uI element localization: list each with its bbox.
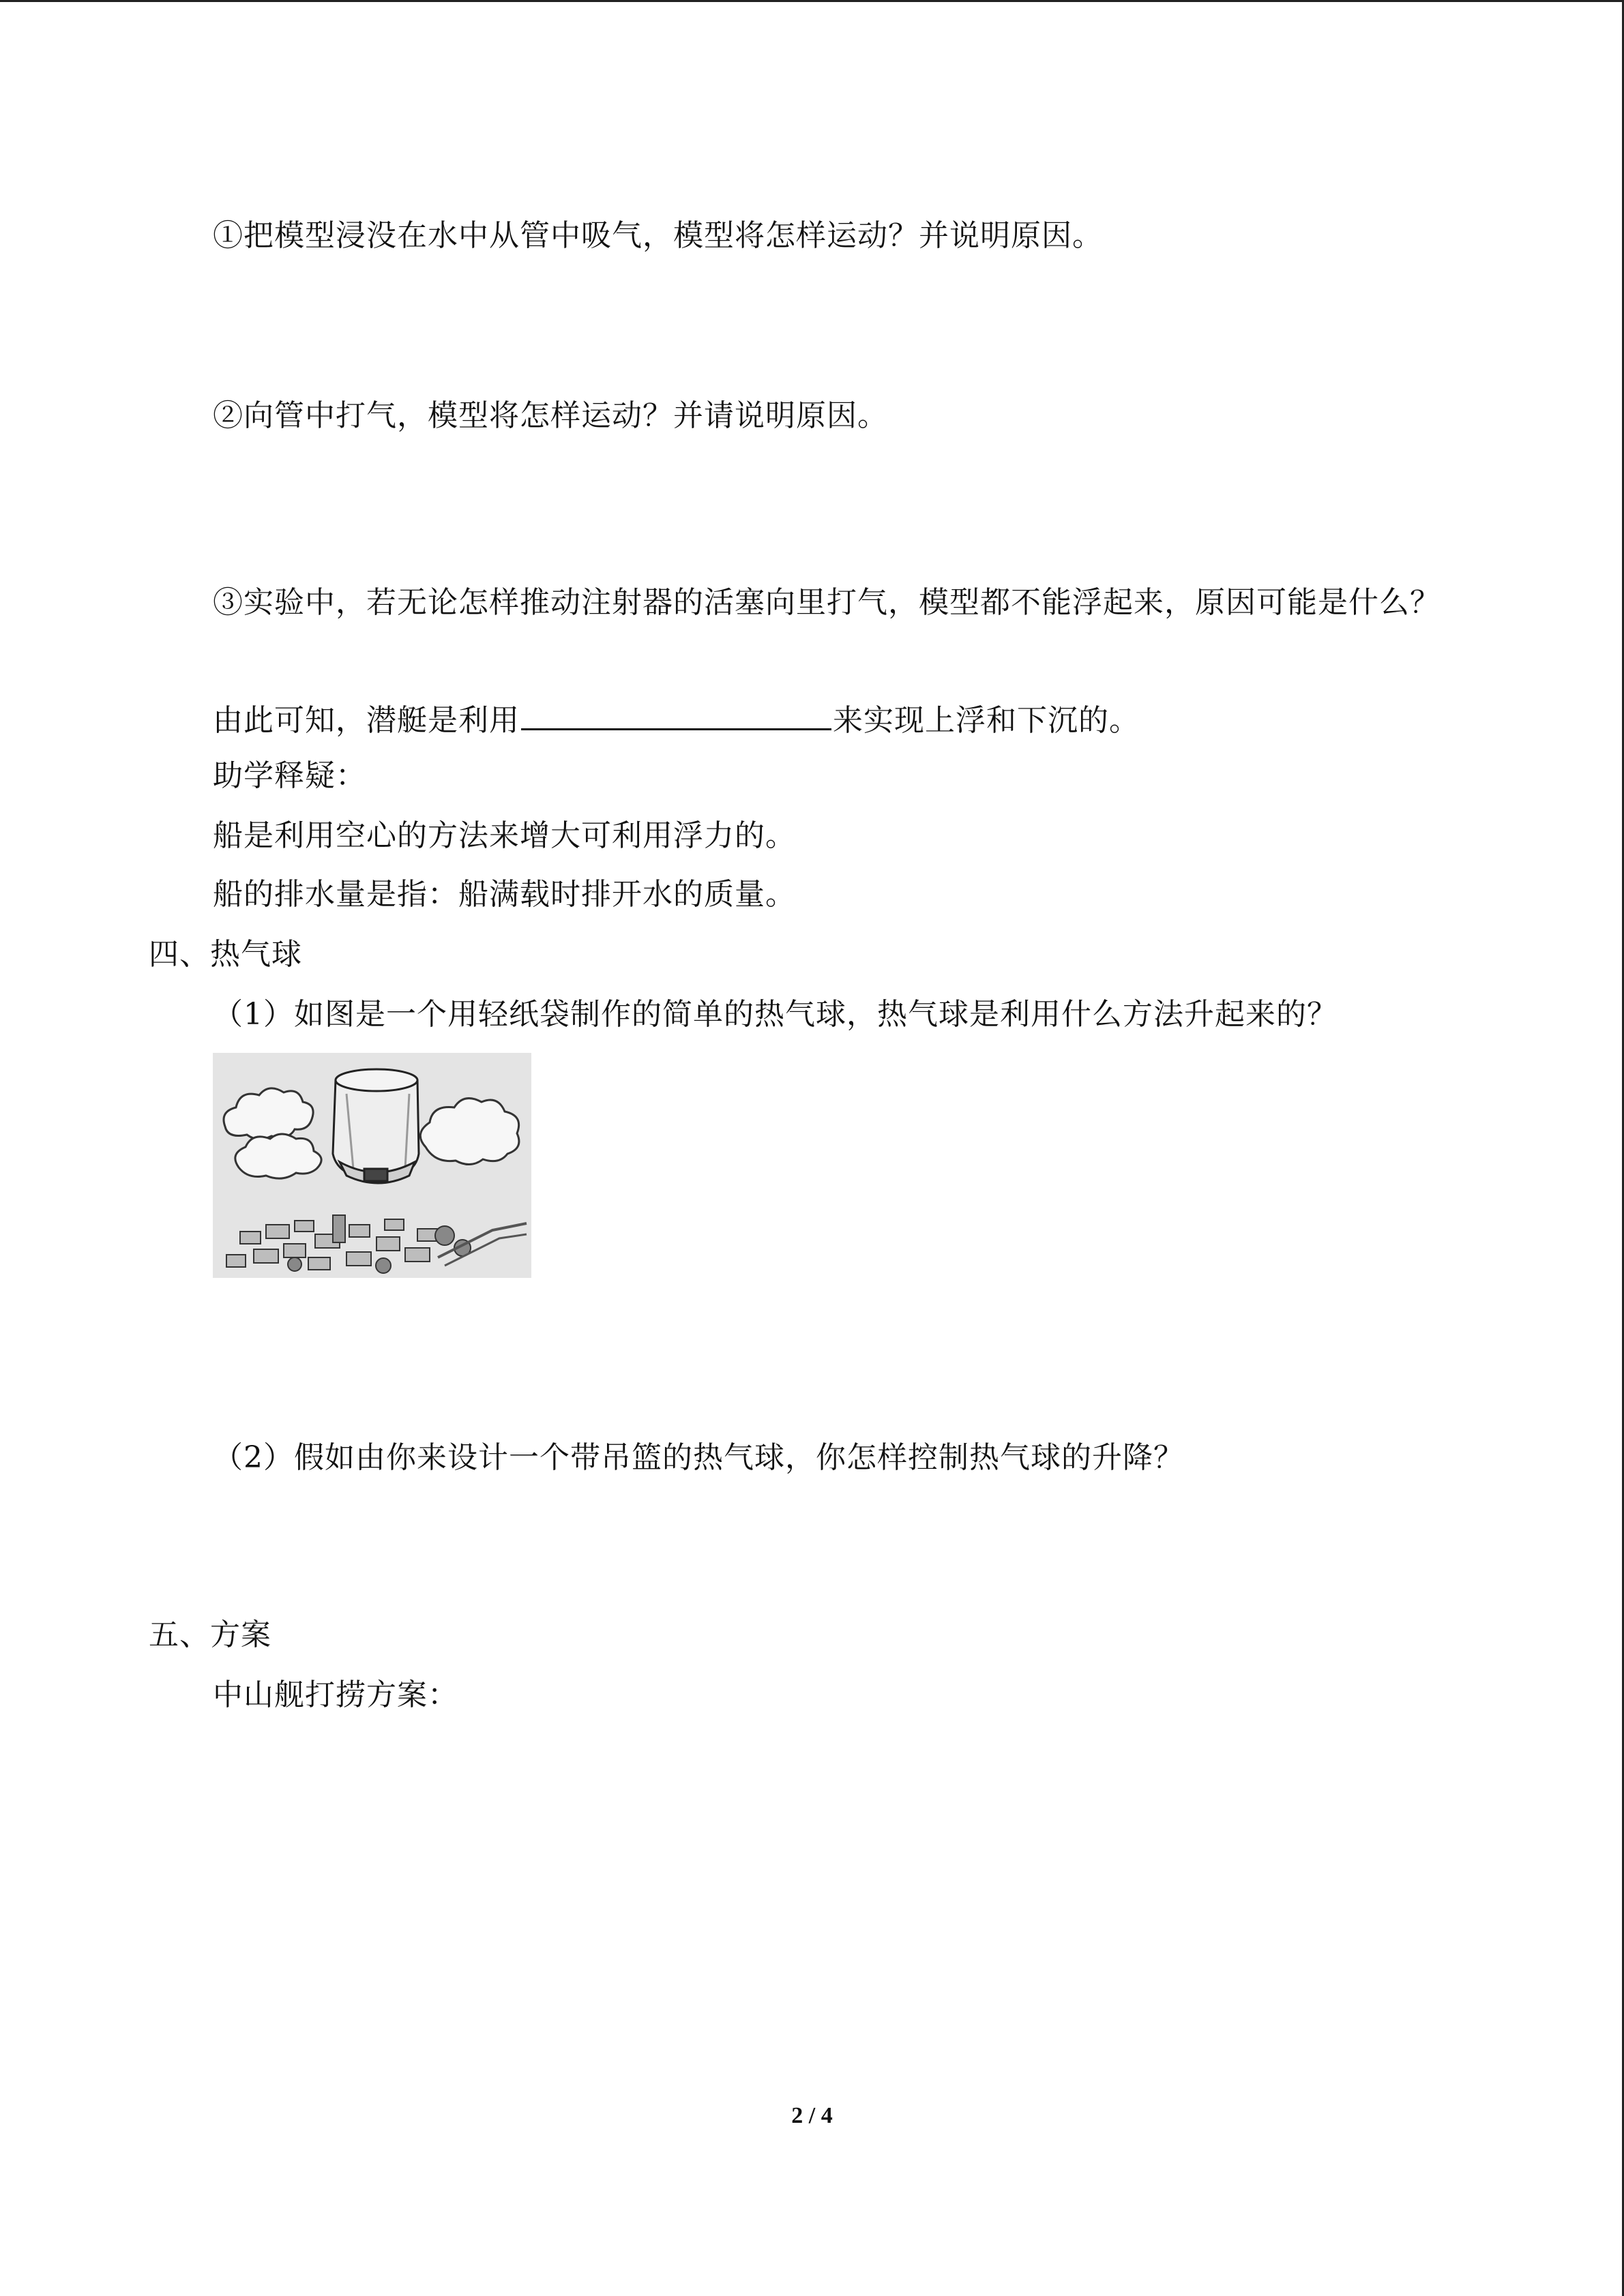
hot-air-balloon-illustration-icon xyxy=(213,1053,531,1278)
conclusion-line xyxy=(213,698,1140,740)
question-2: ②向管中打气，模型将怎样运动？并请说明原因。 xyxy=(213,398,888,433)
section-4-question-1: （1）如图是一个用轻纸袋制作的简单的热气球，热气球是利用什么方法升起来的？ xyxy=(213,997,1338,1032)
page-number: 2 / 4 xyxy=(791,2103,833,2128)
help-line-1: 船是利用空心的方法来增大可利用浮力的。 xyxy=(213,818,796,853)
conclusion-after: 来实现上浮和下沉的。 xyxy=(833,703,1140,738)
section-5-line-1: 中山舰打捞方案： xyxy=(213,1678,458,1712)
conclusion-before: 由此可知，潜艇是利用 xyxy=(213,703,520,738)
help-title: 助学释疑： xyxy=(213,758,366,793)
section-4-question-2: （2）假如由你来设计一个带吊篮的热气球，你怎样控制热气球的升降？ xyxy=(213,1440,1184,1475)
answer-blank[interactable] xyxy=(521,698,831,730)
help-line-2: 船的排水量是指：船满载时排开水的质量。 xyxy=(213,877,796,912)
section-4-heading: 四、热气球 xyxy=(149,937,302,972)
question-3: ③实验中，若无论怎样推动注射器的活塞向里打气，模型都不能浮起来，原因可能是什么？ xyxy=(213,585,1441,620)
section-5-heading: 五、方案 xyxy=(149,1617,271,1652)
question-1: ①把模型浸没在水中从管中吸气，模型将怎样运动？并说明原因。 xyxy=(213,218,1103,253)
